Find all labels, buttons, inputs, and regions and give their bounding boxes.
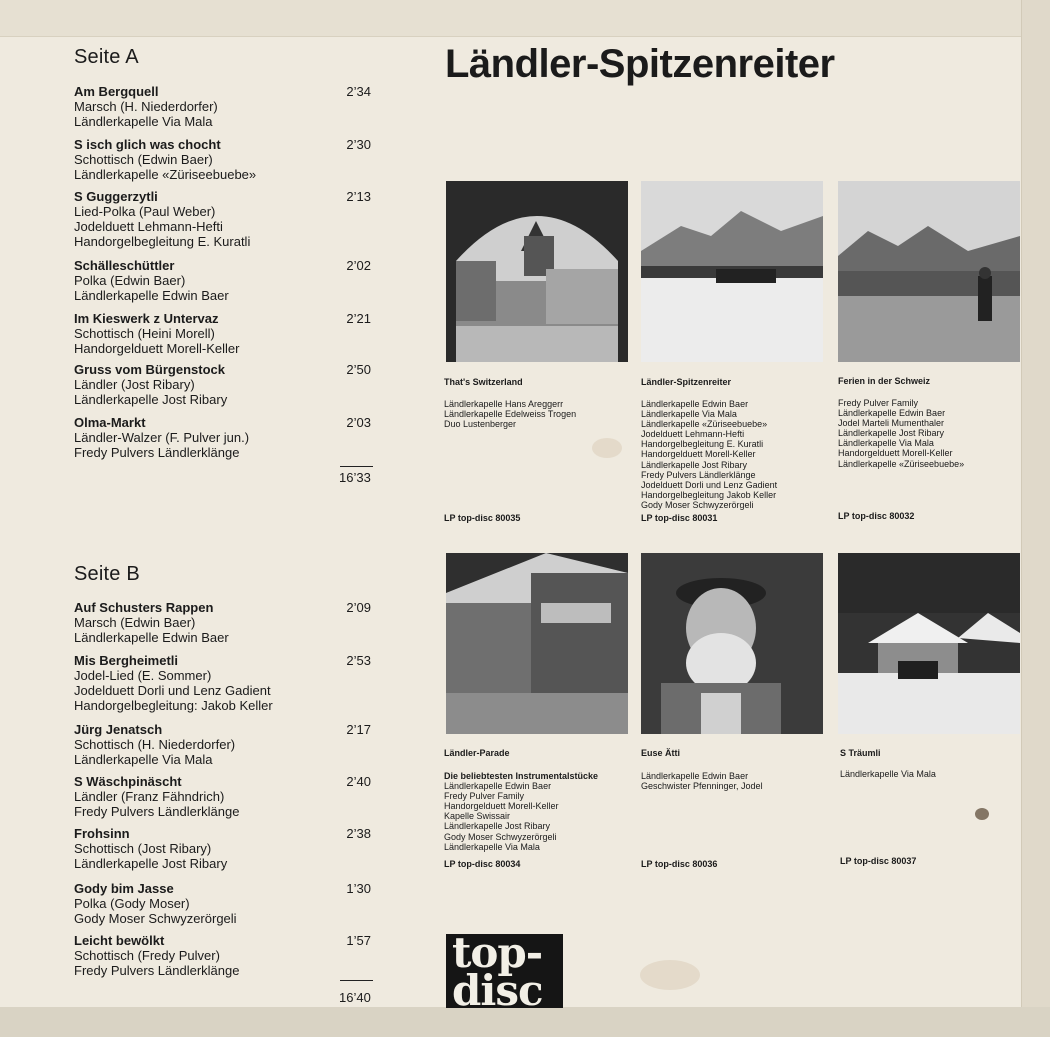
track-title: Im Kieswerk z Untervaz <box>74 311 219 326</box>
track-duration: 2’09 <box>346 600 371 615</box>
record-title: Ländler-Parade <box>444 748 510 758</box>
record-artist-line: Kapelle Swissair <box>444 811 511 822</box>
track-title: Schälleschüttler <box>74 258 175 273</box>
track-credit: Jodelduett Lehmann-Hefti <box>74 219 223 234</box>
record-artist-line: Ländlerkapelle Via Mala <box>840 769 936 779</box>
record-artist-line: Jodelduett Dorli und Lenz Gadient <box>641 479 778 490</box>
top-disc-logo <box>446 934 563 1008</box>
track-credit: Ländlerkapelle «Züriseebuebe» <box>74 167 257 182</box>
side-a-total-rule <box>340 466 373 467</box>
track-credit: Ländler-Walzer (F. Pulver jun.) <box>74 430 250 445</box>
logo-line-1: top- <box>452 934 543 977</box>
track <box>74 826 374 871</box>
logo-line-2: disc <box>452 966 543 1008</box>
track-credit: Marsch (Edwin Baer) <box>74 615 196 630</box>
track-credit: Handorgelbegleitung E. Kuratli <box>74 234 251 249</box>
track-credit: Schottisch (H. Niederdorfer) <box>74 737 236 752</box>
record-artist-line: Duo Lustenberger <box>444 419 517 430</box>
side-a-heading: Seite A <box>74 46 139 68</box>
track-credit: Schottisch (Jost Ribary) <box>74 841 212 856</box>
record-title: S Träumli <box>840 748 881 758</box>
track-credit: Ländler (Jost Ribary) <box>74 377 195 392</box>
side-b-total-rule <box>340 980 373 981</box>
track <box>74 189 374 249</box>
track-credit: Schottisch (Heini Morell) <box>74 326 215 341</box>
album-title: Ländler-Spitzenreiter <box>445 42 835 86</box>
sleeve-top-edge <box>0 0 1050 37</box>
track-title: Gruss vom Bürgenstock <box>74 362 225 377</box>
snow-horse-race-photo <box>641 181 823 362</box>
track-title: S isch glich was chocht <box>74 137 221 152</box>
track-duration: 2’17 <box>346 722 371 737</box>
track-duration: 2’40 <box>346 774 371 789</box>
side-b-total: 16’40 <box>339 990 371 1005</box>
track-duration: 2’03 <box>346 415 371 430</box>
record-artist-line: Fredy Pulvers Ländlerklänge <box>641 469 756 480</box>
lake-hiker-photo <box>838 181 1020 362</box>
track-credit: Ländler (Franz Fähndrich) <box>74 789 225 804</box>
track <box>74 774 374 819</box>
track-credit: Gody Moser Schwyzerörgeli <box>74 911 237 926</box>
record-artist-line: Ländlerkapelle Edwin Baer <box>838 408 946 419</box>
record-artist-line: Ländlerkapelle Via Mala <box>641 409 737 420</box>
record-artist-line: Fredy Pulver Family <box>838 398 919 408</box>
record-artist-line: Die beliebtesten Instrumentalstücke <box>444 771 599 781</box>
track <box>74 258 374 303</box>
track-title: Leicht bewölkt <box>74 933 165 948</box>
track-title: Am Bergquell <box>74 84 159 99</box>
stain <box>975 808 989 820</box>
track-credit: Fredy Pulvers Ländlerklänge <box>74 963 240 978</box>
record-catalog-number: LP top-disc 80031 <box>641 513 718 523</box>
track <box>74 84 374 129</box>
record-artist-line: Gody Moser Schwyzerörgeli <box>641 499 754 510</box>
record-catalog-number: LP top-disc 80032 <box>838 511 915 521</box>
winter-village-photo <box>838 553 1020 734</box>
record-catalog-number: LP top-disc 80037 <box>840 856 917 866</box>
record-artists <box>641 771 763 791</box>
record-artist-line: Ländlerkapelle Edwin Baer <box>641 771 749 781</box>
record-artist-line: Ländlerkapelle Edelweiss Trogen <box>444 409 577 420</box>
track <box>74 415 374 460</box>
record-artist-line: Handorgelduett Morell-Keller <box>641 449 756 460</box>
record-artist-line: Ländlerkapelle Edwin Baer <box>641 399 749 409</box>
record-artist-line: Geschwister Pfenninger, Jodel <box>641 781 763 792</box>
sleeve-bottom-edge <box>0 1007 1050 1037</box>
record-artist-line: Ländlerkapelle Jost Ribary <box>838 428 945 439</box>
track-credit: Handorgelbegleitung: Jakob Keller <box>74 698 273 713</box>
record-artist-line: Handorgelbegleitung Jakob Keller <box>641 489 777 500</box>
stain <box>592 438 622 458</box>
side-b-heading: Seite B <box>74 563 140 585</box>
track-title: S Wäschpinäscht <box>74 774 182 789</box>
track-credit: Fredy Pulvers Ländlerklänge <box>74 445 240 460</box>
track-title: Gody bim Jasse <box>74 881 174 896</box>
record-artist-line: Ländlerkapelle «Züriseebuebe» <box>838 458 965 469</box>
track-credit: Fredy Pulvers Ländlerklänge <box>74 804 240 819</box>
track-duration: 2’21 <box>346 311 371 326</box>
track-credit: Polka (Gody Moser) <box>74 896 190 911</box>
record-artist-line: Ländlerkapelle Via Mala <box>838 438 934 449</box>
record-artist-line: Jodelduett Lehmann-Hefti <box>641 429 745 440</box>
track-duration: 2’13 <box>346 189 371 204</box>
track-credit: Ländlerkapelle Jost Ribary <box>74 856 228 871</box>
record-artist-line: Ländlerkapelle «Züriseebuebe» <box>641 419 768 430</box>
track-title: Mis Bergheimetli <box>74 653 179 668</box>
track-duration: 1’57 <box>346 933 371 948</box>
side-a-total: 16’33 <box>339 470 371 485</box>
record-artists <box>840 769 936 779</box>
track <box>74 600 374 645</box>
track <box>74 653 374 713</box>
track-duration: 2’53 <box>346 653 371 668</box>
record-title: Ferien in der Schweiz <box>838 376 931 386</box>
record-artists <box>838 398 964 469</box>
track-title: Frohsinn <box>74 826 130 841</box>
record-catalog-number: LP top-disc 80034 <box>444 859 521 869</box>
track-credit: Polka (Edwin Baer) <box>74 273 186 288</box>
record-artist-line: Handorgelduett Morell-Keller <box>444 801 559 812</box>
record-artist-line: Ländlerkapelle Edwin Baer <box>444 781 552 792</box>
track-credit: Marsch (H. Niederdorfer) <box>74 99 218 114</box>
track-credit: Jodel-Lied (E. Sommer) <box>74 668 212 683</box>
castle-town-photo <box>446 181 628 362</box>
track <box>74 933 374 978</box>
record-artist-line: Gody Moser Schwyzerörgeli <box>444 831 557 842</box>
record-title: Ländler-Spitzenreiter <box>641 377 732 387</box>
track-credit: Ländlerkapelle Jost Ribary <box>74 392 228 407</box>
track-credit: Ländlerkapelle Edwin Baer <box>74 630 229 645</box>
record-artist-line: Ländlerkapelle Jost Ribary <box>641 459 748 470</box>
track-title: Olma-Markt <box>74 415 146 430</box>
track-credit: Handorgelduett Morell-Keller <box>74 341 240 356</box>
track-credit: Ländlerkapelle Via Mala <box>74 114 213 129</box>
record-title: Euse Ätti <box>641 748 681 758</box>
track-credit: Ländlerkapelle Edwin Baer <box>74 288 229 303</box>
track <box>74 881 374 926</box>
track <box>74 137 374 182</box>
record-catalog-number: LP top-disc 80035 <box>444 513 521 523</box>
record-artist-line: Handorgelduett Morell-Keller <box>838 448 953 459</box>
record-artists <box>444 399 576 429</box>
track-title: S Guggerzytli <box>74 189 158 204</box>
track <box>74 311 374 356</box>
track-credit: Jodelduett Dorli und Lenz Gadient <box>74 683 271 698</box>
old-man-pipe-photo <box>641 553 823 734</box>
track-title: Auf Schusters Rappen <box>74 600 214 615</box>
record-artist-line: Handorgelbegleitung E. Kuratli <box>641 439 764 450</box>
stain <box>640 960 700 990</box>
record-artist-line: Jodel Marteli Mumenthaler <box>838 418 945 429</box>
track-duration: 2’30 <box>346 137 371 152</box>
record-catalog-number: LP top-disc 80036 <box>641 859 718 869</box>
track-duration: 2’38 <box>346 826 371 841</box>
track <box>74 722 374 767</box>
chalet-photo <box>446 553 628 734</box>
sleeve-right-edge <box>1021 0 1050 1037</box>
track-credit: Schottisch (Fredy Pulver) <box>74 948 220 963</box>
track-duration: 1’30 <box>346 881 371 896</box>
track <box>74 362 374 407</box>
track-credit: Schottisch (Edwin Baer) <box>74 152 213 167</box>
track-title: Jürg Jenatsch <box>74 722 163 737</box>
record-title: That's Switzerland <box>444 377 523 387</box>
record-artists <box>641 399 777 510</box>
track-duration: 2’02 <box>346 258 371 273</box>
record-artist-line: Ländlerkapelle Jost Ribary <box>444 821 551 832</box>
track-duration: 2’34 <box>346 84 371 99</box>
record-artist-line: Ländlerkapelle Via Mala <box>444 841 540 852</box>
record-artist-line: Fredy Pulver Family <box>444 791 525 802</box>
track-duration: 2’50 <box>346 362 371 377</box>
track-credit: Lied-Polka (Paul Weber) <box>74 204 216 219</box>
record-artists <box>444 771 598 852</box>
record-artist-line: Ländlerkapelle Hans Areggerr <box>444 399 564 409</box>
track-credit: Ländlerkapelle Via Mala <box>74 752 213 767</box>
